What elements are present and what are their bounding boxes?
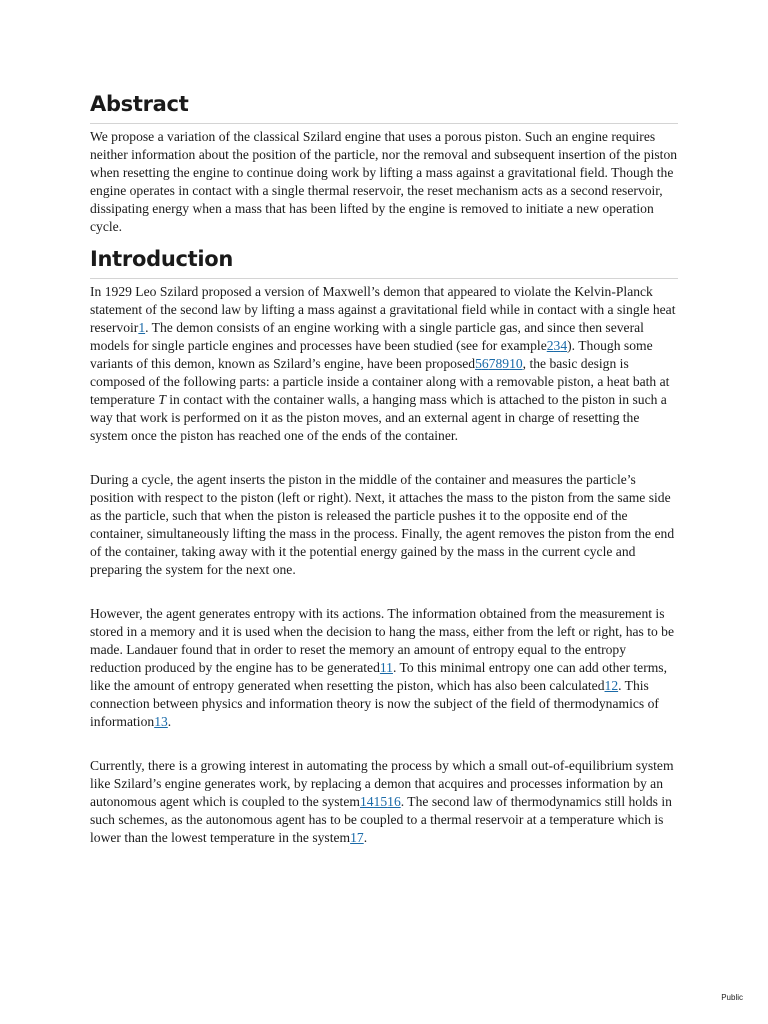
paragraph-text: . The demon consists of an engine working with a single particle gas, and since then several models for single particle engines and processes have been studied (see for example (90, 320, 644, 353)
reference-link-11[interactable]: 11 (379, 660, 393, 675)
reference-link-12[interactable]: 12 (604, 678, 619, 693)
reference-link-4[interactable]: 4 (560, 338, 568, 353)
introduction-paragraph-4 (90, 757, 678, 847)
introduction-heading: Introduction (90, 247, 678, 279)
paragraph-text: , the basic design is composed of the following parts: a particle inside a container along with a removable piston, a heat bath at temperature (90, 356, 670, 407)
reference-link-3[interactable]: 3 (553, 338, 561, 353)
paragraph-text: Currently, there is a growing interest in automating the process by which a small out-of-equilibrium system like Szilard’s engine generates work, by replacing a demon that acquires and processes information by an autonomous agent which is coupled to the system (90, 758, 674, 809)
reference-link-13[interactable]: 13 (154, 714, 168, 729)
reference-link-5[interactable]: 5 (475, 356, 482, 371)
paragraph-text: In 1929 Leo Szilard proposed a version of Maxwell’s demon that appeared to violate the Kelvin-Planck statement of the second law by lifting a mass against a gravitational field while in contact with a single heat reservoir (90, 284, 676, 335)
reference-link-16[interactable]: 16 (387, 794, 401, 809)
reference-link-6[interactable]: 6 (481, 356, 489, 371)
paragraph-text: . To this minimal entropy one can add other terms, like the amount of entropy generated when resetting the piston, which has also been calculated (90, 660, 667, 693)
article-body (90, 92, 678, 847)
reference-link-17[interactable]: 17 (350, 830, 364, 845)
temperature-symbol: T (158, 392, 166, 407)
paragraph-text: . The second law of thermodynamics still holds in such schemes, as the autonomous agent has to be coupled to a thermal reservoir at a temperature which is lower than the lowest temperature in the system (90, 794, 672, 845)
paragraph-text: However, the agent generates entropy with its actions. The information obtained from the measurement is stored in a memory and it is used when the decision to hang the mass, either from the left or right, has to be made. Landauer found that in order to reset the memory an amount of entropy equal to the entropy reduction produced by the engine has to be generated (90, 606, 675, 675)
reference-link-14[interactable]: 14 (359, 794, 374, 809)
reference-link-15[interactable]: 15 (373, 794, 388, 809)
reference-link-10[interactable]: 10 (509, 356, 523, 371)
introduction-paragraph-3 (90, 605, 678, 731)
paragraph-text: . This connection between physics and information theory is now the subject of the field of thermodynamics of information (90, 678, 659, 729)
reference-link-8[interactable]: 8 (495, 356, 503, 371)
reference-link-2[interactable]: 2 (546, 338, 554, 353)
abstract-text: We propose a variation of the classical Szilard engine that uses a porous piston. Such an engine requires neither information about the position of the particle, nor the removal and subsequent insertion of the piston when resetting the engine to continue doing work by lifting a mass against a gravitational field. Though the engine operates in contact with a single thermal reservoir, the reset mechanism acts as a second reservoir, dissipating energy when a mass that has been lifted by the engine is removed to initiate a new operation cycle. (90, 129, 678, 234)
introduction-paragraph-1 (90, 283, 678, 445)
reference-link-9[interactable]: 9 (502, 356, 510, 371)
introduction-paragraph-2: During a cycle, the agent inserts the piston in the middle of the container and measures the particle’s position with respect to the piston (left or right). Next, it attaches the mass to the piston from the same side as the particle, such that when the piston is released the particle pushes it to the opposite end of the container, simultaneously lifting the mass in the process. Finally, the agent removes the piston from the end of the container, taking away with it the potential energy gained by the mass in the current cycle and preparing the system for the next one. (90, 472, 675, 577)
paragraph-text: . (363, 830, 368, 845)
reference-link-1[interactable]: 1 (138, 320, 146, 335)
abstract-heading: Abstract (90, 92, 678, 124)
paragraph-text: . (167, 714, 172, 729)
reference-link-7[interactable]: 7 (488, 356, 496, 371)
paragraph-text: in contact with the container walls, a hanging mass which is attached to the piston in such a way that work is performed on it as the piston moves, and an external agent in charge of resetting the system once the piston has reached one of the ends of the container. (90, 392, 667, 443)
paragraph-text: ). Though some variants of this demon, known as Szilard’s engine, have been proposed (90, 338, 653, 371)
classification-label: Public (721, 993, 743, 1002)
